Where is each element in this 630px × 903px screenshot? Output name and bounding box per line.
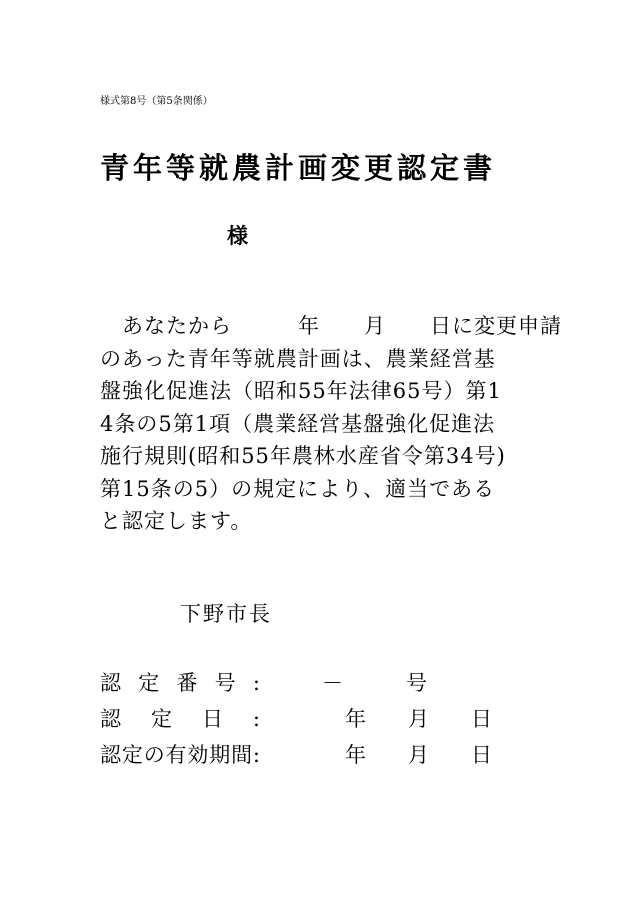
certificate-body — [100, 310, 562, 538]
body-line: 4条の5第1項（農業経営基盤強化促進法 — [100, 411, 496, 436]
body-line: のあった青年等就農計画は、農業経営基 — [100, 346, 496, 371]
document-title: 青年等就農計画変更認定書 — [100, 151, 497, 185]
issuer-name: 下野市長 — [180, 602, 272, 626]
body-line: と認定します。 — [100, 509, 253, 533]
certification-date-value: 年 月 日 — [345, 707, 492, 731]
addressee-honorific: 様 — [227, 223, 248, 248]
form-number: 様式第8号（第5条関係） — [100, 96, 213, 107]
certification-number-label: 認 定 番 号 : — [100, 671, 260, 695]
certification-date-label: 認 定 日 : — [100, 707, 260, 731]
body-line: あなたから 年 月 日に変更申請 — [100, 314, 562, 338]
validity-period-value: 年 月 日 — [345, 743, 492, 767]
body-line: 第15条の5）の規定により、適当である — [100, 476, 496, 501]
body-line: 施行規則(昭和55年農林水産省令第34号) — [100, 444, 506, 468]
certification-number-value: － 号 — [322, 671, 427, 695]
validity-period-label: 認 定 の 有 効 期 間 : — [100, 743, 260, 767]
body-line: 盤強化促進法（昭和55年法律65号）第1 — [100, 379, 502, 403]
